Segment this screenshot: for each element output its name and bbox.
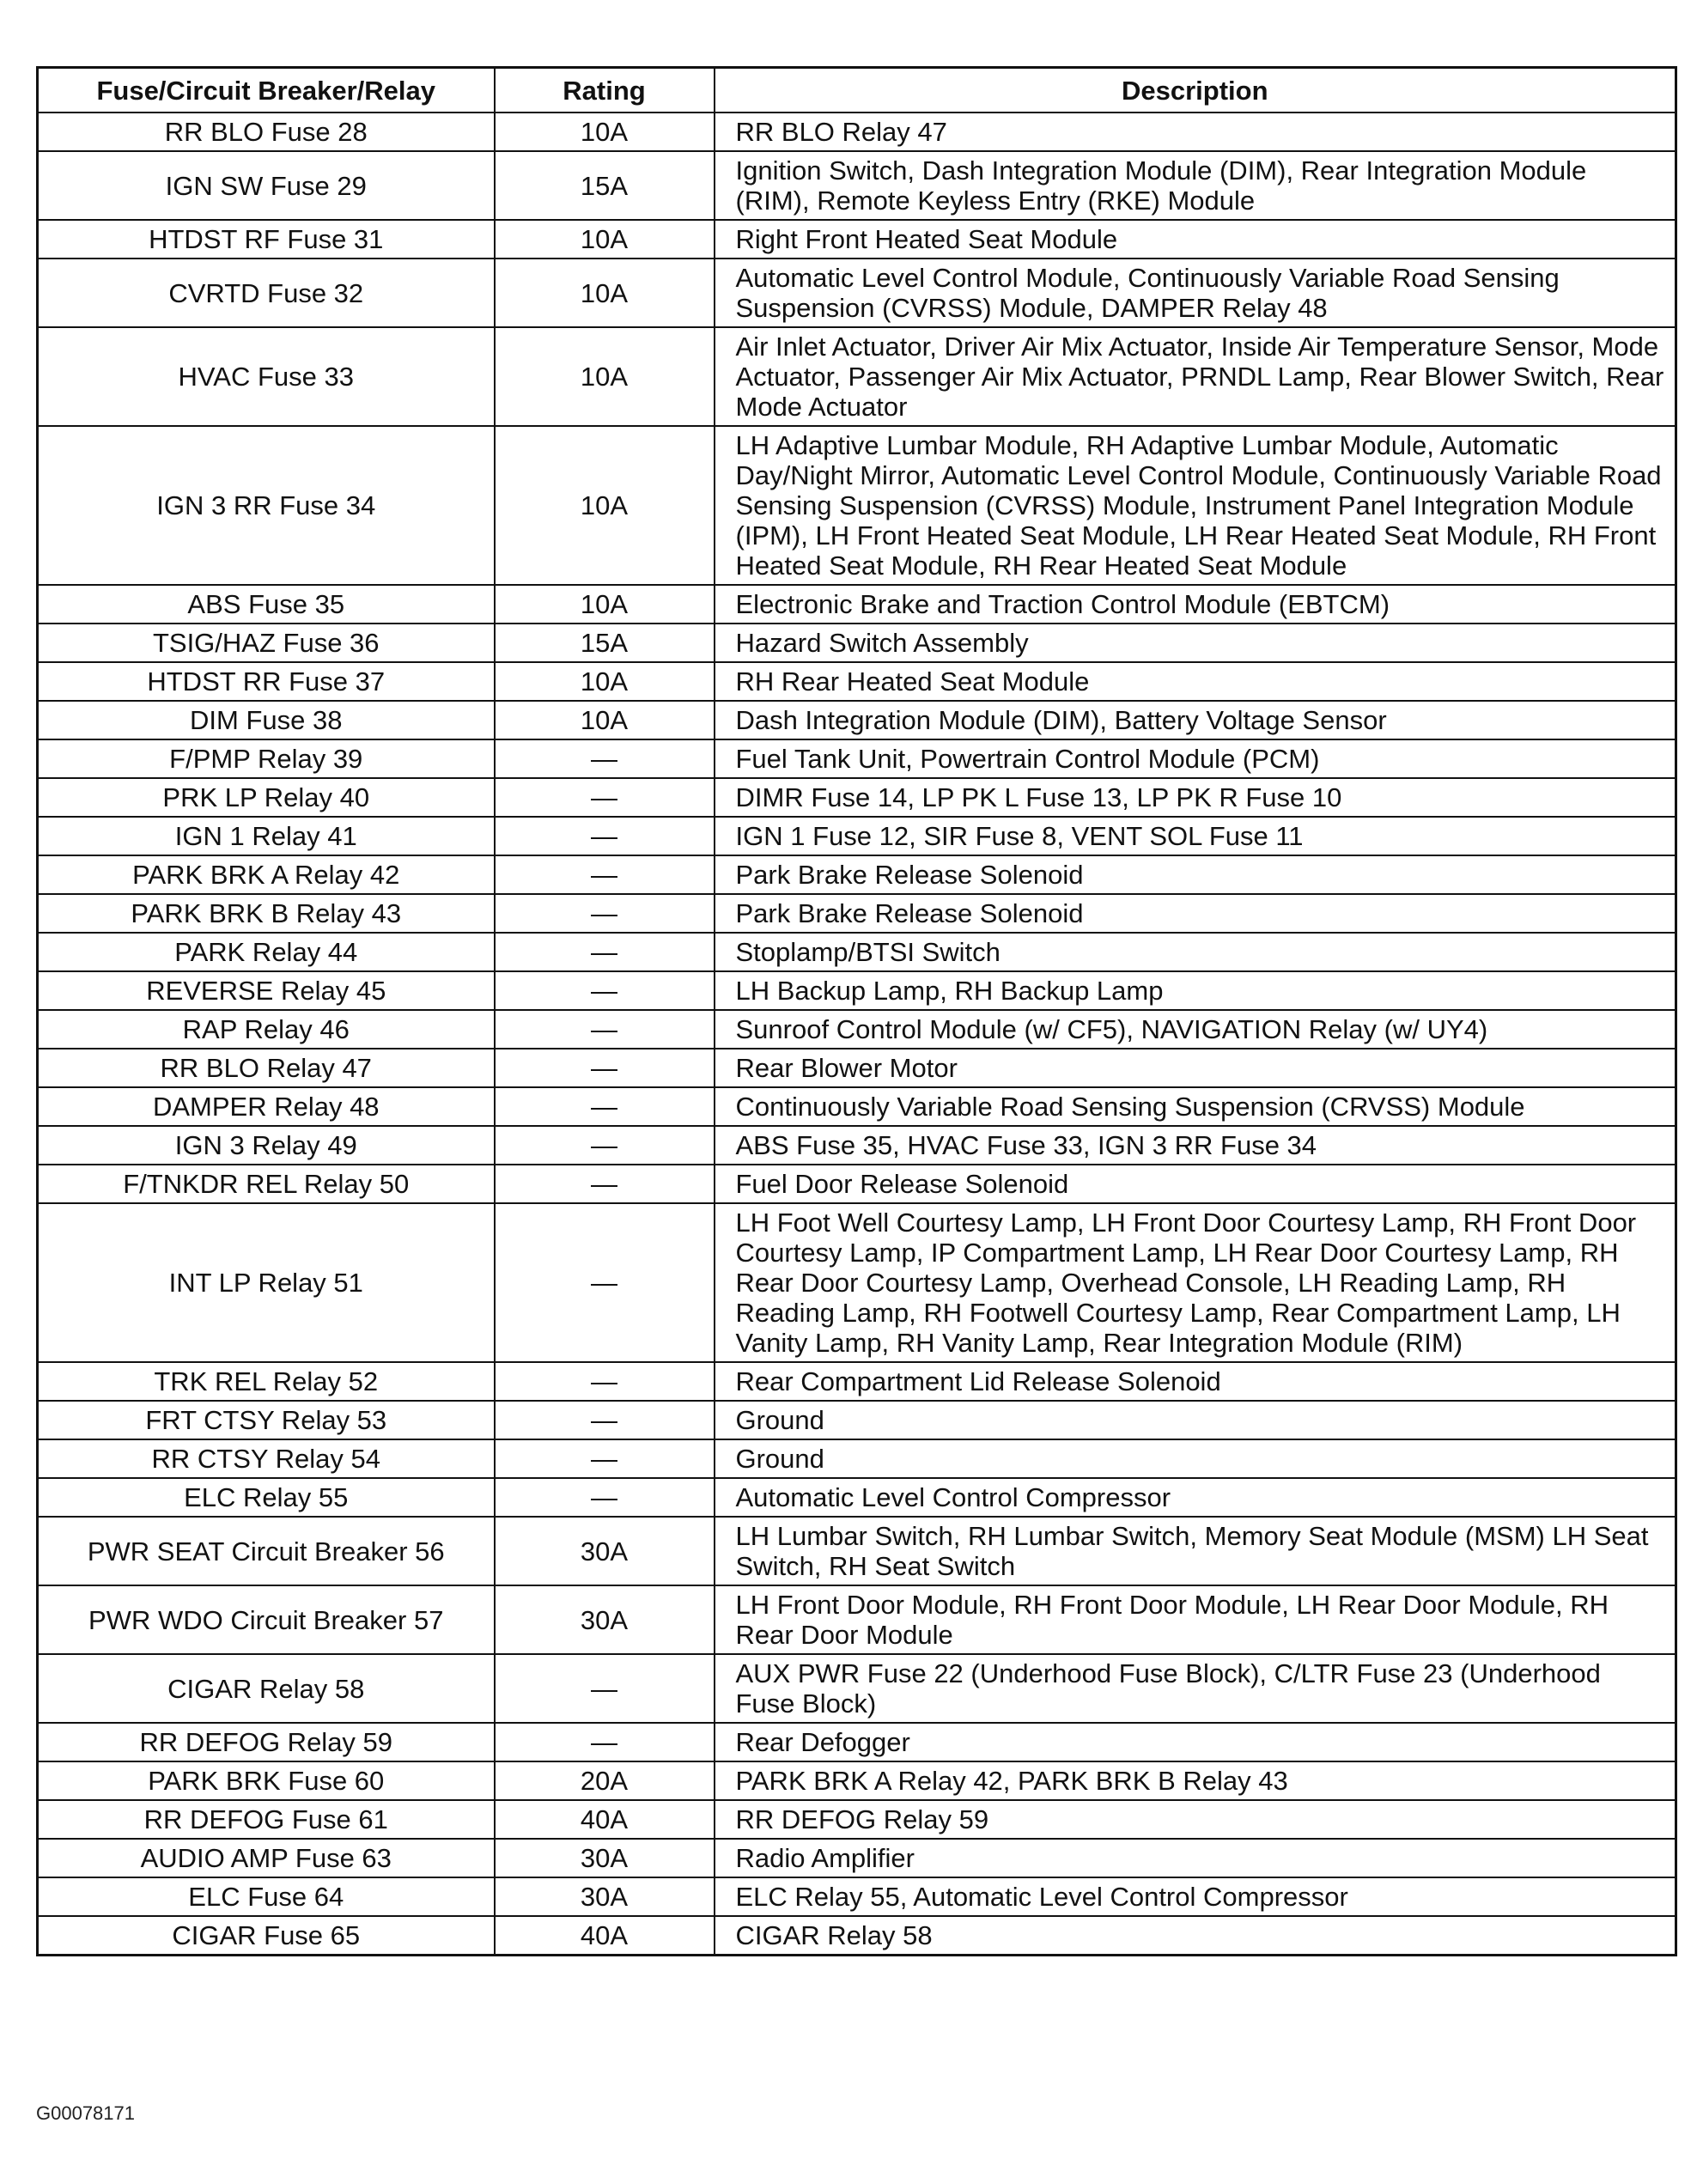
- cell-fuse: F/TNKDR REL Relay 50: [38, 1165, 495, 1203]
- cell-rating: 20A: [495, 1761, 715, 1800]
- cell-rating: —: [495, 1362, 715, 1401]
- cell-rating: 30A: [495, 1839, 715, 1877]
- cell-rating: —: [495, 1401, 715, 1439]
- cell-rating: 30A: [495, 1517, 715, 1585]
- cell-rating: —: [495, 1165, 715, 1203]
- table-row: [38, 1126, 1676, 1165]
- cell-description: Stoplamp/BTSI Switch: [715, 933, 1676, 971]
- cell-rating: 10A: [495, 662, 715, 701]
- cell-fuse: RR DEFOG Relay 59: [38, 1723, 495, 1761]
- table-row: [38, 1839, 1676, 1877]
- header-rating: Rating: [495, 68, 715, 113]
- cell-rating: —: [495, 1439, 715, 1478]
- cell-description: PARK BRK A Relay 42, PARK BRK B Relay 43: [715, 1761, 1676, 1800]
- table-row: [38, 1165, 1676, 1203]
- cell-rating: —: [495, 739, 715, 778]
- cell-description: Park Brake Release Solenoid: [715, 894, 1676, 933]
- cell-rating: 15A: [495, 624, 715, 662]
- table-row: [38, 624, 1676, 662]
- cell-rating: —: [495, 1049, 715, 1087]
- table-row: [38, 1585, 1676, 1654]
- cell-fuse: PARK BRK A Relay 42: [38, 855, 495, 894]
- cell-description: Automatic Level Control Module, Continuously Variable Road Sensing Suspension (CVRSS) Module, DAMPER Relay 48: [715, 259, 1676, 327]
- cell-fuse: RR DEFOG Fuse 61: [38, 1800, 495, 1839]
- cell-fuse: RAP Relay 46: [38, 1010, 495, 1049]
- cell-description: RR BLO Relay 47: [715, 113, 1676, 151]
- cell-rating: —: [495, 778, 715, 817]
- table-row: [38, 1800, 1676, 1839]
- cell-rating: —: [495, 855, 715, 894]
- table-row: [38, 778, 1676, 817]
- cell-fuse: PWR SEAT Circuit Breaker 56: [38, 1517, 495, 1585]
- cell-description: LH Backup Lamp, RH Backup Lamp: [715, 971, 1676, 1010]
- cell-fuse: PWR WDO Circuit Breaker 57: [38, 1585, 495, 1654]
- table-row: [38, 855, 1676, 894]
- header-description: Description: [715, 68, 1676, 113]
- cell-rating: 10A: [495, 426, 715, 585]
- cell-rating: —: [495, 971, 715, 1010]
- cell-description: Sunroof Control Module (w/ CF5), NAVIGATION Relay (w/ UY4): [715, 1010, 1676, 1049]
- table-row: [38, 1877, 1676, 1916]
- cell-rating: 10A: [495, 113, 715, 151]
- cell-fuse: TSIG/HAZ Fuse 36: [38, 624, 495, 662]
- cell-rating: —: [495, 894, 715, 933]
- table-row: [38, 585, 1676, 624]
- cell-rating: —: [495, 1010, 715, 1049]
- cell-description: Automatic Level Control Compressor: [715, 1478, 1676, 1517]
- cell-fuse: TRK REL Relay 52: [38, 1362, 495, 1401]
- table-row: [38, 1478, 1676, 1517]
- cell-fuse: INT LP Relay 51: [38, 1203, 495, 1362]
- header-fuse: Fuse/Circuit Breaker/Relay: [38, 68, 495, 113]
- figure-code: G00078171: [36, 2102, 135, 2124]
- cell-fuse: ELC Relay 55: [38, 1478, 495, 1517]
- cell-description: Fuel Tank Unit, Powertrain Control Module (PCM): [715, 739, 1676, 778]
- table-row: [38, 739, 1676, 778]
- cell-rating: —: [495, 1087, 715, 1126]
- cell-description: LH Lumbar Switch, RH Lumbar Switch, Memory Seat Module (MSM) LH Seat Switch, RH Seat Switch: [715, 1517, 1676, 1585]
- cell-fuse: PRK LP Relay 40: [38, 778, 495, 817]
- table-row: [38, 894, 1676, 933]
- cell-fuse: RR BLO Relay 47: [38, 1049, 495, 1087]
- table-row: [38, 817, 1676, 855]
- cell-fuse: DAMPER Relay 48: [38, 1087, 495, 1126]
- cell-rating: 10A: [495, 327, 715, 426]
- table-body: [38, 113, 1676, 1956]
- cell-description: Rear Blower Motor: [715, 1049, 1676, 1087]
- cell-rating: 10A: [495, 220, 715, 259]
- cell-rating: —: [495, 933, 715, 971]
- cell-rating: 30A: [495, 1877, 715, 1916]
- table-row: [38, 1203, 1676, 1362]
- table-row: [38, 1723, 1676, 1761]
- cell-rating: —: [495, 1478, 715, 1517]
- cell-fuse: PARK BRK B Relay 43: [38, 894, 495, 933]
- cell-description: AUX PWR Fuse 22 (Underhood Fuse Block), C/LTR Fuse 23 (Underhood Fuse Block): [715, 1654, 1676, 1723]
- table-row: [38, 1010, 1676, 1049]
- cell-rating: —: [495, 1723, 715, 1761]
- cell-fuse: RR CTSY Relay 54: [38, 1439, 495, 1478]
- cell-fuse: HTDST RR Fuse 37: [38, 662, 495, 701]
- table-row: [38, 701, 1676, 739]
- cell-description: ELC Relay 55, Automatic Level Control Compressor: [715, 1877, 1676, 1916]
- table-row: [38, 933, 1676, 971]
- cell-fuse: REVERSE Relay 45: [38, 971, 495, 1010]
- table-row: [38, 971, 1676, 1010]
- cell-description: RR DEFOG Relay 59: [715, 1800, 1676, 1839]
- cell-rating: 10A: [495, 701, 715, 739]
- cell-description: Fuel Door Release Solenoid: [715, 1165, 1676, 1203]
- cell-description: Rear Compartment Lid Release Solenoid: [715, 1362, 1676, 1401]
- cell-rating: 10A: [495, 259, 715, 327]
- cell-fuse: HVAC Fuse 33: [38, 327, 495, 426]
- cell-rating: 30A: [495, 1585, 715, 1654]
- cell-fuse: FRT CTSY Relay 53: [38, 1401, 495, 1439]
- cell-fuse: AUDIO AMP Fuse 63: [38, 1839, 495, 1877]
- cell-fuse: CIGAR Relay 58: [38, 1654, 495, 1723]
- table-row: [38, 1916, 1676, 1956]
- cell-description: LH Adaptive Lumbar Module, RH Adaptive Lumbar Module, Automatic Day/Night Mirror, Automatic Level Control Module, Continuously Variable Road Sensing Suspension (CVRSS) Module, Instrument Panel Integration Module (IPM), LH Front Heated Seat Module, LH Rear Heated Seat Module, RH Front Heated Seat Module, RH Rear Heated Seat Module: [715, 426, 1676, 585]
- cell-rating: —: [495, 1654, 715, 1723]
- fuse-table: [36, 66, 1677, 1956]
- cell-rating: 40A: [495, 1916, 715, 1956]
- cell-description: IGN 1 Fuse 12, SIR Fuse 8, VENT SOL Fuse 11: [715, 817, 1676, 855]
- cell-description: Right Front Heated Seat Module: [715, 220, 1676, 259]
- cell-fuse: F/PMP Relay 39: [38, 739, 495, 778]
- cell-fuse: HTDST RF Fuse 31: [38, 220, 495, 259]
- cell-description: Continuously Variable Road Sensing Suspension (CRVSS) Module: [715, 1087, 1676, 1126]
- cell-fuse: IGN 1 Relay 41: [38, 817, 495, 855]
- cell-description: Hazard Switch Assembly: [715, 624, 1676, 662]
- cell-rating: —: [495, 1126, 715, 1165]
- table-row: [38, 1761, 1676, 1800]
- cell-fuse: RR BLO Fuse 28: [38, 113, 495, 151]
- table-row: [38, 662, 1676, 701]
- cell-description: Rear Defogger: [715, 1723, 1676, 1761]
- cell-fuse: CIGAR Fuse 65: [38, 1916, 495, 1956]
- cell-description: Dash Integration Module (DIM), Battery Voltage Sensor: [715, 701, 1676, 739]
- table-row: [38, 1087, 1676, 1126]
- table-row: [38, 1362, 1676, 1401]
- cell-description: LH Front Door Module, RH Front Door Module, LH Rear Door Module, RH Rear Door Module: [715, 1585, 1676, 1654]
- cell-description: Radio Amplifier: [715, 1839, 1676, 1877]
- cell-description: Ground: [715, 1439, 1676, 1478]
- cell-description: Ignition Switch, Dash Integration Module (DIM), Rear Integration Module (RIM), Remote Keyless Entry (RKE) Module: [715, 151, 1676, 220]
- cell-fuse: ELC Fuse 64: [38, 1877, 495, 1916]
- cell-description: CIGAR Relay 58: [715, 1916, 1676, 1956]
- table-row: [38, 426, 1676, 585]
- cell-description: LH Foot Well Courtesy Lamp, LH Front Door Courtesy Lamp, RH Front Door Courtesy Lamp, IP Compartment Lamp, LH Rear Door Courtesy Lamp, RH Rear Door Courtesy Lamp, Overhead Console, LH Reading Lamp, RH Reading Lamp, RH Footwell Courtesy Lamp, Rear Compartment Lamp, LH Vanity Lamp, RH Vanity Lamp, Rear Integration Module (RIM): [715, 1203, 1676, 1362]
- cell-fuse: IGN 3 RR Fuse 34: [38, 426, 495, 585]
- cell-description: Ground: [715, 1401, 1676, 1439]
- table-row: [38, 151, 1676, 220]
- cell-fuse: PARK BRK Fuse 60: [38, 1761, 495, 1800]
- cell-rating: —: [495, 817, 715, 855]
- table-row: [38, 1654, 1676, 1723]
- table-row: [38, 220, 1676, 259]
- table-row: [38, 113, 1676, 151]
- cell-description: Air Inlet Actuator, Driver Air Mix Actuator, Inside Air Temperature Sensor, Mode Actuator, Passenger Air Mix Actuator, PRNDL Lamp, Rear Blower Switch, Rear Mode Actuator: [715, 327, 1676, 426]
- cell-rating: 40A: [495, 1800, 715, 1839]
- cell-rating: 15A: [495, 151, 715, 220]
- cell-rating: 10A: [495, 585, 715, 624]
- cell-fuse: DIM Fuse 38: [38, 701, 495, 739]
- cell-description: DIMR Fuse 14, LP PK L Fuse 13, LP PK R Fuse 10: [715, 778, 1676, 817]
- table-row: [38, 1439, 1676, 1478]
- cell-fuse: ABS Fuse 35: [38, 585, 495, 624]
- cell-fuse: PARK Relay 44: [38, 933, 495, 971]
- table-row: [38, 259, 1676, 327]
- cell-fuse: IGN SW Fuse 29: [38, 151, 495, 220]
- table-row: [38, 1401, 1676, 1439]
- cell-rating: —: [495, 1203, 715, 1362]
- table-row: [38, 327, 1676, 426]
- cell-description: Park Brake Release Solenoid: [715, 855, 1676, 894]
- table-header-row: [38, 68, 1676, 113]
- table-row: [38, 1049, 1676, 1087]
- cell-description: Electronic Brake and Traction Control Module (EBTCM): [715, 585, 1676, 624]
- cell-description: RH Rear Heated Seat Module: [715, 662, 1676, 701]
- table-row: [38, 1517, 1676, 1585]
- cell-fuse: CVRTD Fuse 32: [38, 259, 495, 327]
- cell-description: ABS Fuse 35, HVAC Fuse 33, IGN 3 RR Fuse 34: [715, 1126, 1676, 1165]
- cell-fuse: IGN 3 Relay 49: [38, 1126, 495, 1165]
